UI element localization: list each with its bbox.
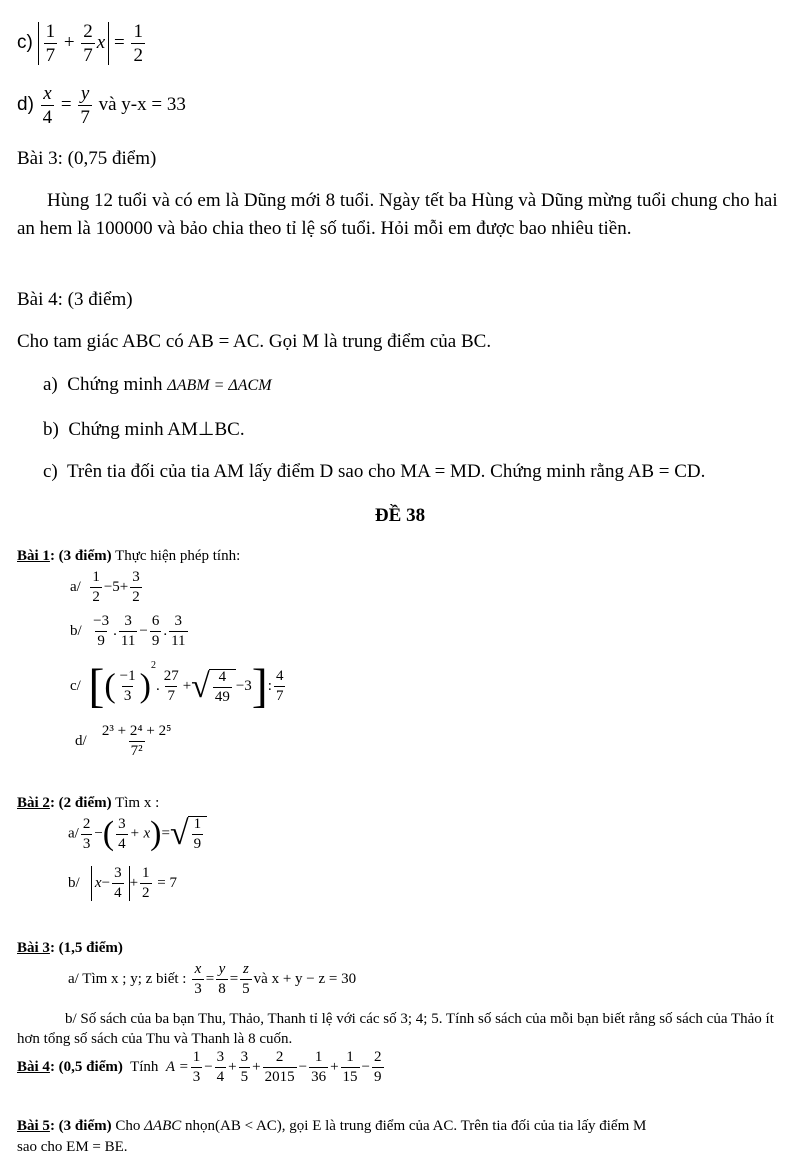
expression-c: c/ [( $\frac{-1}{3}$ )$^2$. $\frac{27}{7}$ + √ $\frac{4}{49}$ −3]: $\frac{4}{7}$ <box>70 659 284 713</box>
section-heading: Bài 2: (2 điểm) Tìm x : <box>17 795 160 811</box>
paragraph: sao cho EM = BE. <box>17 1139 128 1155</box>
exam-title: ĐỀ 38 <box>374 505 426 526</box>
square-root: √ $\frac{1}{9}$ <box>170 816 207 852</box>
problem-c: c) $\frac{1}{7}$ + $\frac{2}{7}$ x = $\frac{1}{2}$ <box>17 21 143 66</box>
section-heading: Bài 4: (0,5 điểm) Tính A = $\frac{1}{3}$ − $\frac{3}{4}$ + $\frac{3}{5}$ + $\frac{2}{2015}$ − $\frac{1}{36}$ + $\frac{1}{15}$ − $\frac{2}{9}$ <box>17 1049 382 1085</box>
expression-b: b/ $\frac{-3}{9}$ . $\frac{3}{11}$ − $\frac{6}{9}$ . $\frac{3}{11}$ <box>70 613 186 649</box>
section-heading: Bài 3: (0,75 điểm) <box>17 148 157 169</box>
problem-3a: a/ Tìm x ; y; z biết : $\frac{x}{3}$ = $\frac{y}{8}$ = $\frac{z}{5}$ và x + y − z = 30 <box>68 961 357 997</box>
section-heading: Bài 4: (3 điểm) <box>17 289 133 310</box>
absolute-value: x− $\frac{3}{4}$ <box>91 866 130 901</box>
list-item: a) Chứng minh ΔABM = ΔACM <box>43 374 272 395</box>
expression-d: d/ $\frac{\text{2³ + 2⁴ + 2⁵}}{\text{7²}}$ <box>75 723 172 759</box>
section-heading: Bài 1: (3 điểm) Thực hiện phép tính: <box>17 548 241 564</box>
paragraph: Hùng 12 tuổi và có em là Dũng mới 8 tuổi. Ngày tết ba Hùng và Dũng mừng tuổi chung cho hai an hem là 100000 và bảo chia theo tỉ lệ số tuổi. Hỏi mỗi em được bao nhiêu tiền. <box>17 190 778 239</box>
item-label: c) <box>17 31 33 53</box>
item-label: d) <box>17 93 34 115</box>
paragraph: Cho tam giác ABC có AB = AC. Gọi M là trung điểm của BC. <box>17 331 492 352</box>
list-item: b) Chứng minh AM⊥BC. <box>43 419 245 440</box>
section-heading: Bài 5: (3 điểm) Cho ΔABC nhọn(AB < AC), gọi E là trung điểm của AC. Trên tia đối của tia lấy điểm M <box>17 1118 647 1134</box>
square-root: √ $\frac{4}{49}$ <box>191 669 236 705</box>
section-heading: Bài 3: (1,5 điểm) <box>17 940 123 956</box>
problem-d: d) $\frac{x}{4}$ = $\frac{y}{7}$ và y-x = 33 <box>17 83 186 128</box>
equation-a: a/ $\frac{2}{3}$ −( $\frac{3}{4}$ + x)= √ $\frac{1}{9}$ <box>68 816 207 852</box>
problem-3b: b/ Số sách của ba bạn Thu, Thảo, Thanh tỉ lệ với các số 3; 4; 5. Tính số sách của mỗi bạn biết rằng số sách của Thảo ít hơn tổng số sách của Thu và Thanh là 8 cuốn. <box>17 1011 774 1047</box>
absolute-value: $\frac{1}{7}$ + $\frac{2}{7}$ x <box>38 22 110 65</box>
equation-b: b/ x− $\frac{3}{4}$ + $\frac{1}{2}$ = 7 <box>68 865 177 901</box>
list-item: c) Trên tia đối của tia AM lấy điểm D sao cho MA = MD. Chứng minh rằng AB = CD. <box>43 461 706 482</box>
expression-a: a/ $\frac{1}{2}$ −5+ $\frac{3}{2}$ <box>70 569 140 605</box>
